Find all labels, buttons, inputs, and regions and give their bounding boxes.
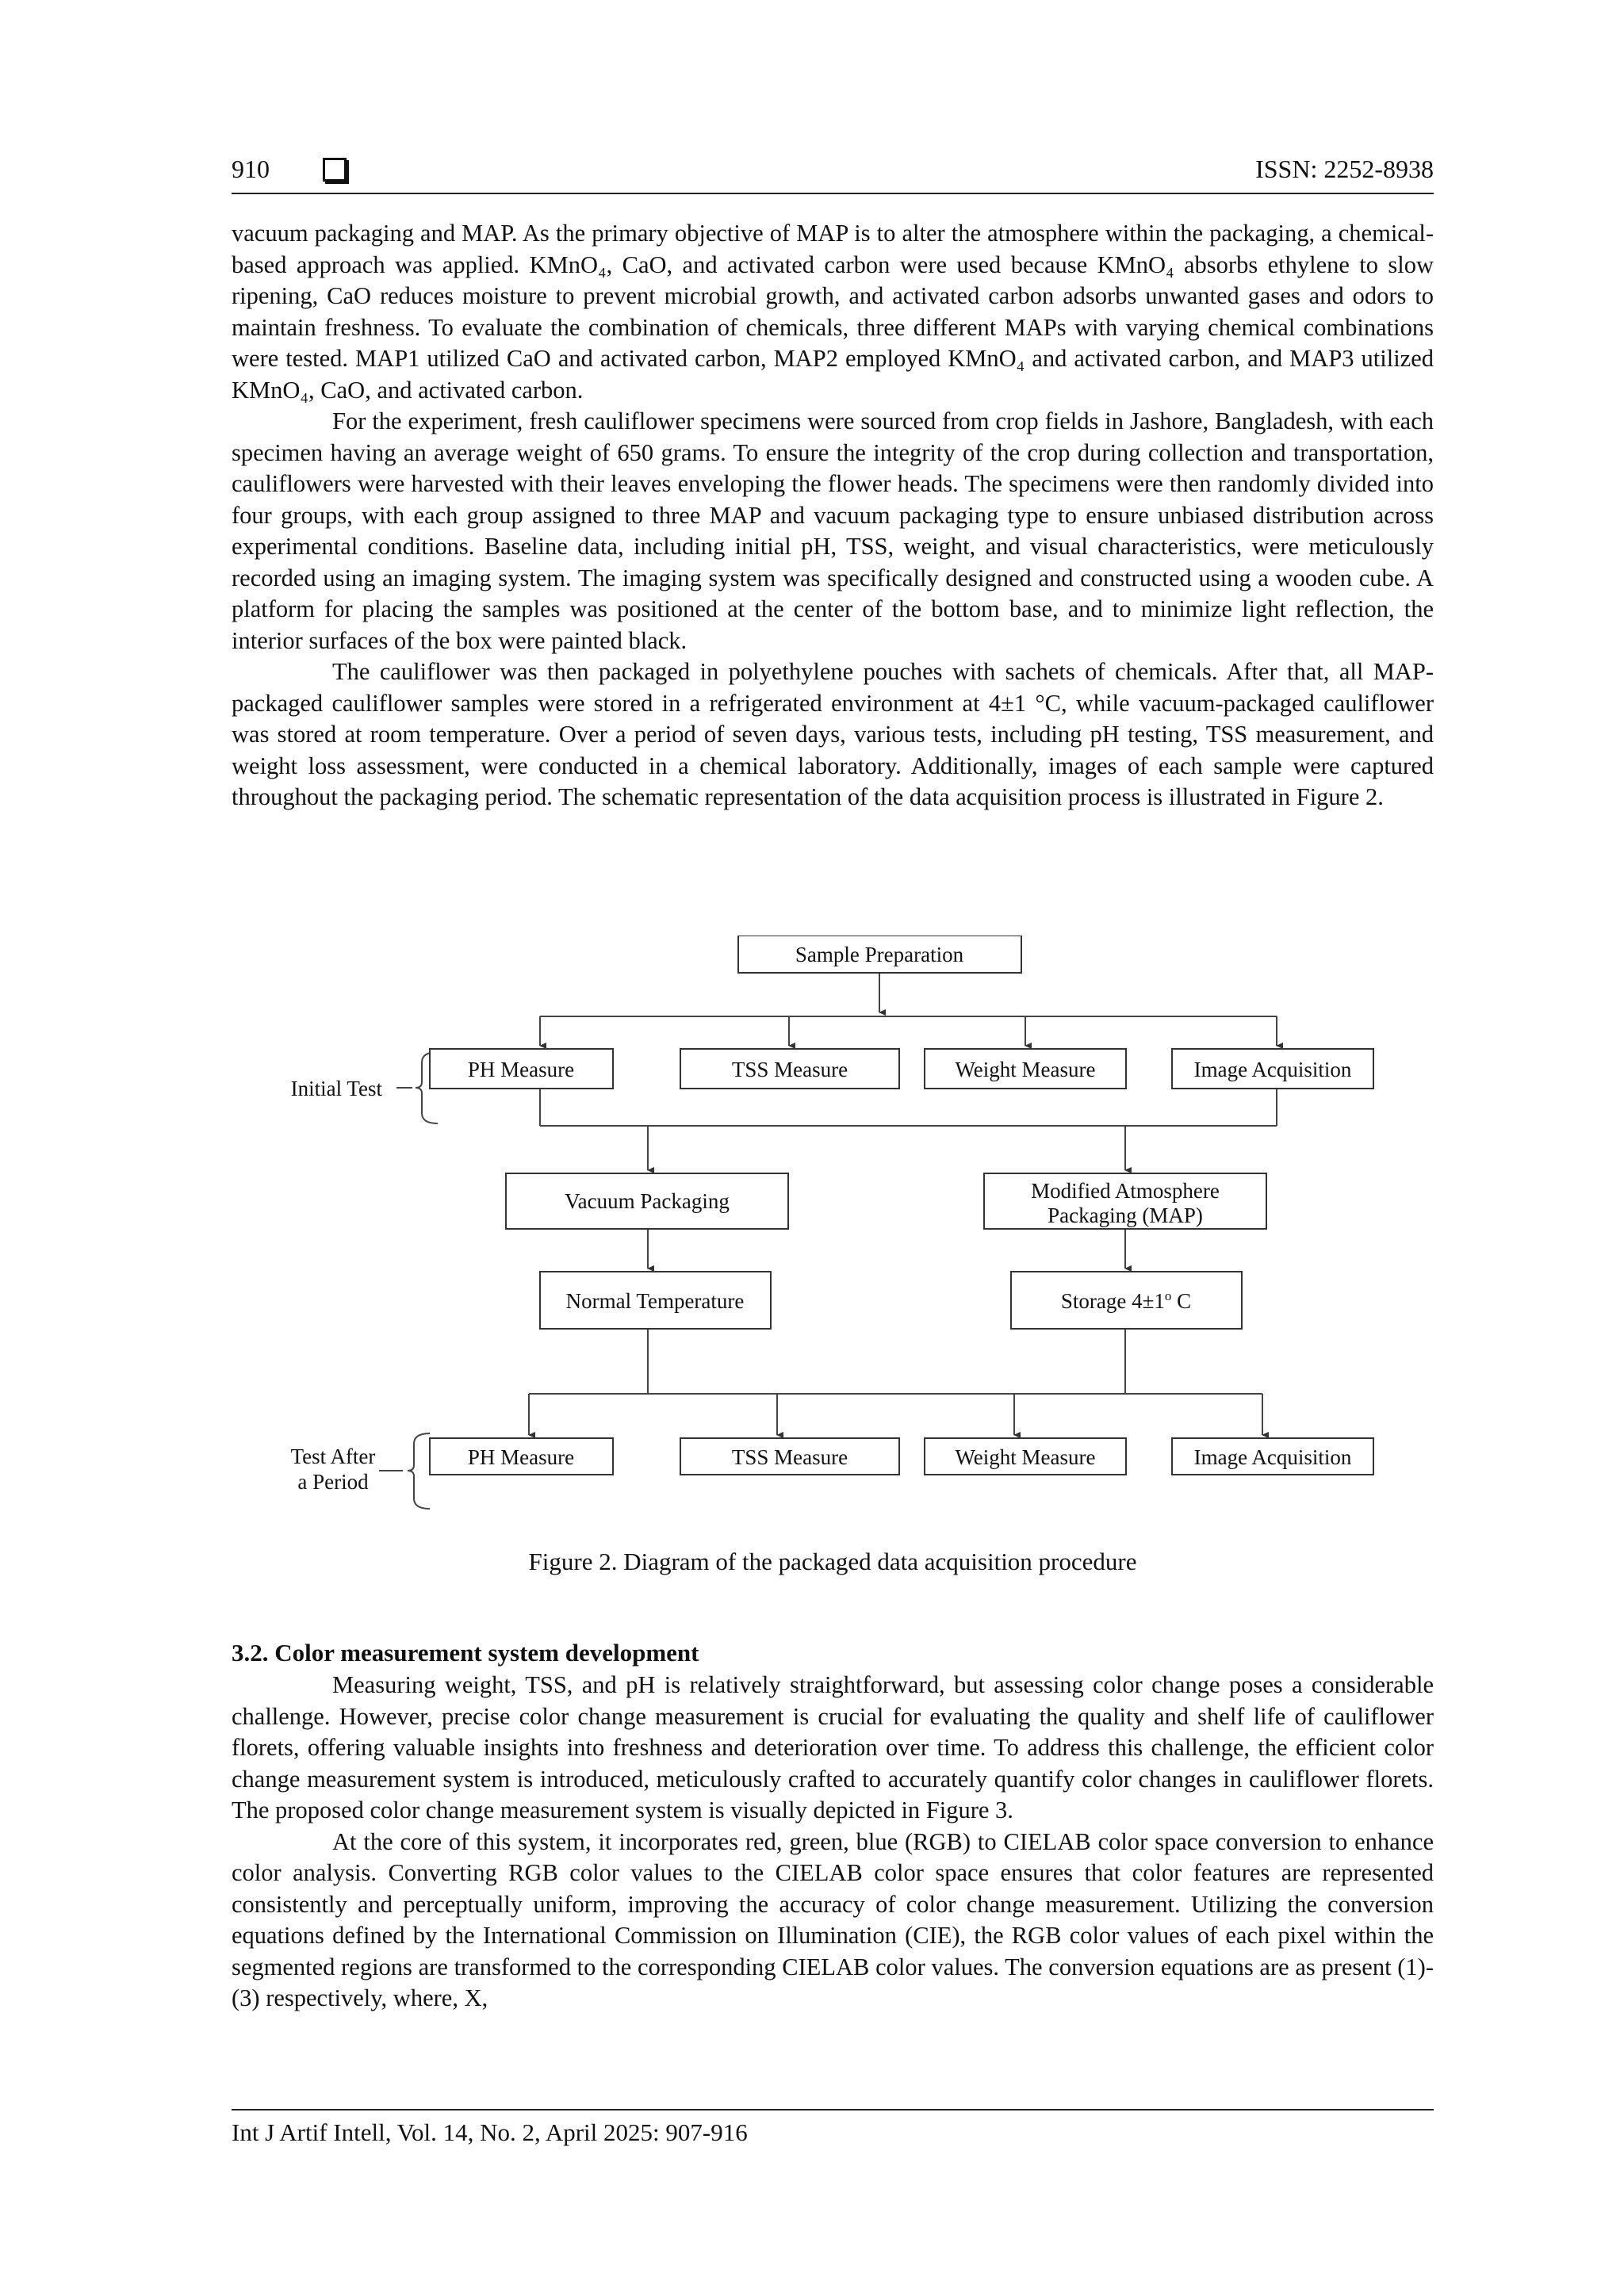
figure-caption: Figure 2. Diagram of the packaged data acquisition procedure bbox=[528, 1548, 1137, 1575]
label-initial-weight: Weight Measure bbox=[955, 1058, 1096, 1081]
paragraph-continuation: vacuum packaging and MAP. As the primary objective of MAP is to alter the atmosphere within the packaging, a chemical-based approach was applied. KMnO₄, CaO, and activated carbon were used because KMnO₄ absorbs ethylene to slow ripening, CaO reduces moisture to prevent microbial growth, and activated carbon adsorbs unwanted gases and odors to maintain freshness. To evaluate the combination of chemicals, three different MAPs with varying chemical combinations were tested. MAP1 utilized CaO and activated carbon, MAP2 employed KMnO₄ and activated carbon, and MAP3 utilized KMnO₄, CaO, and activated carbon. bbox=[232, 220, 1434, 404]
paragraph-color-challenge: Measuring weight, TSS, and pH is relatively straightforward, but assessing color change poses a considerable challenge. However, precise color change measurement is crucial for evaluating the quality and shelf life of cauliflower florets, offering valuable insights into freshness and deterioration over time. To address this challenge, the efficient color change measurement system is introduced, meticulously crafted to accurately quantify color changes in cauliflower florets. The proposed color change measurement system is visually depicted in Figure 3. bbox=[232, 1671, 1434, 1823]
flowchart-svg bbox=[232, 936, 1434, 1522]
label-normal-temperature: Normal Temperature bbox=[565, 1289, 745, 1313]
brace-test-after bbox=[408, 1433, 430, 1509]
paragraph-experiment: For the experiment, fresh cauliflower specimens were sourced from crop fields in Jashore, Bangladesh, with each specimen having an average weight of 650 grams. To ensure the integrity of the crop during collection and transportation, cauliflowers were harvested with their leaves enveloping the flower heads. The specimens were then randomly divided into four groups, with each group assigned to three MAP and vacuum packaging type to ensure unbiased distribution across experimental conditions. Baseline data, including initial pH, TSS, weight, and visual characteristics, were meticulously recorded using an imaging system. The imaging system was specifically designed and constructed using a wooden cube. A platform for placing the samples was positioned at the center of the bottom base, and to minimize light reflection, the interior surfaces of the box were painted black. bbox=[232, 408, 1434, 654]
checkbox-square-icon bbox=[323, 158, 347, 182]
label-test-after-2: a Period bbox=[297, 1470, 369, 1494]
figure-2-flowchart bbox=[232, 936, 1434, 1522]
label-initial-ph: PH Measure bbox=[467, 1058, 575, 1081]
label-final-ph: PH Measure bbox=[467, 1445, 575, 1469]
issn-label: ISSN: 2252-8938 bbox=[1255, 155, 1434, 183]
label-sample-preparation: Sample Preparation bbox=[795, 943, 964, 966]
label-final-image: Image Acquisition bbox=[1193, 1445, 1352, 1469]
page-number: 910 bbox=[232, 155, 270, 183]
label-initial-image: Image Acquisition bbox=[1193, 1058, 1352, 1081]
paragraph-packaging: The cauliflower was then packaged in polyethylene pouches with sachets of chemicals. After that, all MAP-packaged cauliflower samples were stored in a refrigerated environment at 4±1 °C, while vacuum-packaged cauliflower was stored at room temperature. Over a period of seven days, various tests, including pH testing, TSS measurement, and weight loss assessment, were conducted in a chemical laboratory. Additionally, images of each sample were captured throughout the packaging period. The schematic representation of the data acquisition process is illustrated in Figure 2. bbox=[232, 658, 1434, 810]
label-test-after-1: Test After bbox=[290, 1445, 376, 1468]
label-initial-test: Initial Test bbox=[290, 1077, 382, 1100]
page-footer bbox=[232, 2109, 1434, 2147]
body-text-section bbox=[232, 1670, 1434, 2015]
label-map-line1: Modified Atmosphere bbox=[1031, 1179, 1220, 1203]
label-storage bbox=[1061, 1288, 1191, 1313]
page-header bbox=[232, 155, 1434, 194]
label-final-tss: TSS Measure bbox=[731, 1445, 848, 1469]
section-heading: 3.2. Color measurement system development bbox=[232, 1639, 699, 1667]
label-storage-suffix: C bbox=[1171, 1289, 1192, 1313]
label-storage-prefix: Storage 4±1 bbox=[1060, 1289, 1165, 1313]
label-final-weight: Weight Measure bbox=[955, 1445, 1096, 1469]
label-initial-tss: TSS Measure bbox=[731, 1058, 848, 1081]
paragraph-cielab: At the core of this system, it incorporates red, green, blue (RGB) to CIELAB color space conversion to enhance color analysis. Converting RGB color values to the CIELAB color space ensures that color features are represented consistently and perceptually uniform, improving the accuracy of color change measurement. Utilizing the conversion equations defined by the International Commission on Illumination (CIE), the RGB color values of each pixel within the segmented regions are transformed to the corresponding CIELAB color values. The conversion equations are as present (1)-(3) respectively, where, X, bbox=[232, 1827, 1434, 2011]
footer-citation: Int J Artif Intell, Vol. 14, No. 2, April 2025: 907-916 bbox=[232, 2118, 748, 2146]
label-storage-degree: o bbox=[1164, 1288, 1172, 1303]
label-map-line2: Packaging (MAP) bbox=[1048, 1203, 1203, 1227]
label-vacuum-packaging: Vacuum Packaging bbox=[565, 1189, 730, 1213]
body-text-top bbox=[232, 218, 1434, 813]
